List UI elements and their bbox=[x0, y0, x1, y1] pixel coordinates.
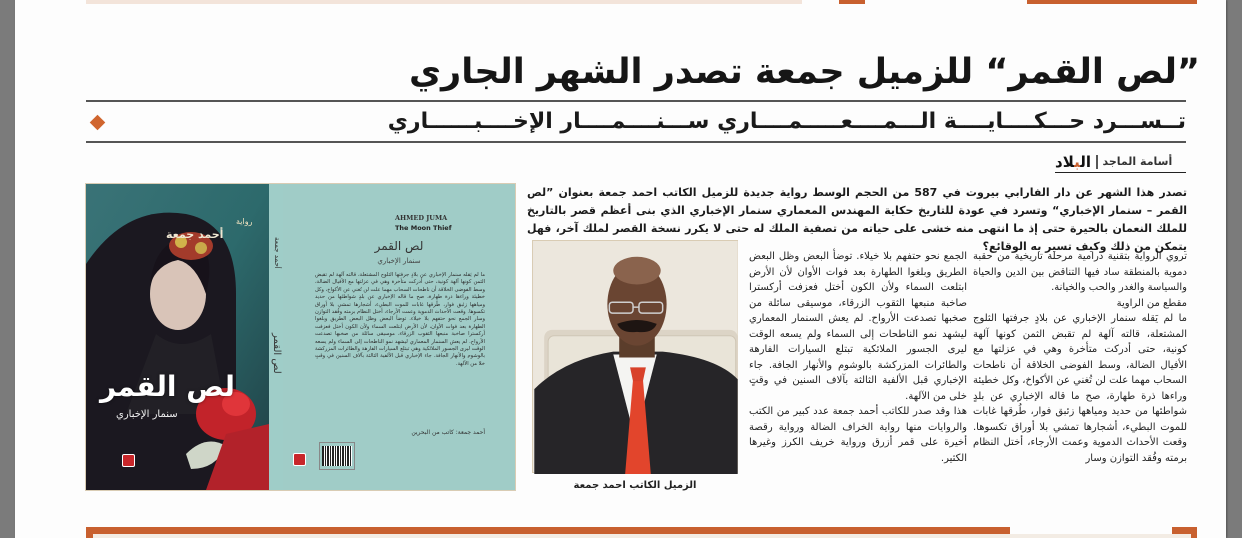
spine-author: أحمد جمعة bbox=[273, 237, 281, 269]
divider bbox=[86, 100, 1186, 102]
book-cover-image bbox=[85, 183, 516, 491]
diamond-bullet-icon bbox=[90, 114, 106, 130]
cover-genre-label: رواية bbox=[236, 217, 253, 226]
publisher-logo-icon bbox=[122, 454, 135, 467]
byline-separator bbox=[1096, 155, 1098, 169]
newspaper-page bbox=[15, 0, 1226, 538]
cover-title-english: The Moon Thief bbox=[395, 224, 452, 232]
paragraph: تروي الرواية بتقنية درامية مرحلة تاريخية من حقبة دموية بالمنطقة ساد فيها التناقض بين الدين والحياة والسياسة والغدر والحب والخيانة. bbox=[973, 251, 1187, 293]
back-cover-title: لص القمر bbox=[374, 239, 424, 253]
section-label: مقطع من الراوية bbox=[1116, 297, 1187, 309]
book-front-cover bbox=[86, 184, 269, 490]
top-accent-bar-wide bbox=[1027, 0, 1197, 4]
subheadline bbox=[86, 104, 1186, 140]
spine-title: لص القمر bbox=[271, 333, 282, 374]
cover-title: لص القمر bbox=[100, 370, 235, 403]
subheadline-text: تــســـرد حـــكــــايــــة الـــمــــعـــــمــــاري ســـنــــمــــار الإخــــبــــــاري bbox=[387, 109, 1186, 134]
top-accent-bar bbox=[839, 0, 865, 4]
barcode-icon bbox=[319, 442, 355, 470]
back-cover-author-bio: أحمد جمعة: كاتب من البحرين bbox=[411, 429, 485, 436]
publication-logo bbox=[1055, 153, 1091, 171]
byline bbox=[1055, 151, 1186, 173]
article-column-1 bbox=[973, 249, 1187, 497]
logo-accent: ب bbox=[1074, 152, 1081, 171]
back-cover-blurb: ما لم يَقله سنمار الإخباري عن بلادٍ جرفتها الثلوج المشتعلة، قالته آلهة لم تقبض الثمن كونها آلهة كونية، حتى أدركت متأخرة وهي في عزلتها مع الأفيال الضالة، وسط الفوضى الخلاقة أن ناطحات السحاب مهما علت لن تُغني عن الأكواخ، وكل خطيئة وراءها ذرة طهارة، صح ما قاله الإخباري عن بلدٍ شواطئها من حديد ومياهها زئبق فوار، طُرقها غابات للموت البطيء، أشجارها تمشي بلا أوراق تكسوها. وقعت الأحداث الدموية وعمت الأرجاء، أختل النظام برمته وفُقد التوازن وسار الجمع نحو حتفهم بلا خيلاء. توضأ البعض وظل البعض الطريق وبلغوا الطهارة بعد فوات الأوان، لأن الأرض ابتلعت السماء ولأن الكون أختل فعزفت أركسترا صاخبة منبعها الثقوب الزرقاء، موسيقى سائلة من صخبها تصدعت الأرواح. لم يعش السنمار المعماري ليشهد نمو الناطحات إلى السماء ولم يسعه الوقت ليرى الجسور الملائكية وهي تبتلع السيارات الفارهة والطائرات المزركشة بالوشوم والأنهار الجافة. جاء الإخباري قبل الألفية الثالثة بآلاف السنين في وقتٍ خلا من الآلهة. bbox=[314, 272, 485, 367]
publisher-logo-icon bbox=[293, 453, 306, 466]
next-article-box bbox=[93, 534, 1191, 538]
author-portrait-illustration bbox=[533, 241, 739, 474]
top-decoration-bar bbox=[86, 0, 802, 4]
photo-caption: الزميل الكاتب احمد جمعة bbox=[573, 480, 697, 491]
logo-part: لاد bbox=[1055, 152, 1075, 171]
book-spine bbox=[269, 184, 283, 490]
cover-subtitle: سنمار الإخباري bbox=[116, 409, 178, 420]
logo-part: ال bbox=[1080, 152, 1091, 171]
article-column-2 bbox=[749, 249, 967, 497]
cover-author: أحمد جمعة bbox=[166, 228, 224, 241]
author-photo bbox=[532, 240, 738, 473]
cover-author-english: AHMED JUMA bbox=[395, 214, 448, 222]
paragraph: هذا وقد صدر للكاتب أحمد جمعة عدد كبير من الكتب والروايات منها رواية الخراف الضالة ورواية رقصة أخيرة على قمر أزرق ورواية خريف الكرز وغيرها الكثير. bbox=[749, 406, 967, 464]
back-cover-subtitle: سنمار الإخباري bbox=[377, 257, 421, 265]
headline: ”لص القمر“ للزميل جمعة تصدر الشهر الجاري bbox=[408, 52, 1200, 92]
article-lead: تصدر هذا الشهر عن دار الفارابي بيروت في 587 من الحجم الوسط رواية جديدة للزميل الكاتب احمد جمعة بعنوان ”لص القمر – سنمار الإخباري“ وتسرد في عودة للتاريخ حكاية المهندس المعماري سنمار الإخباري الذي بنى أعظم قصر بالتاريخ للملك النعمان بالحيرة حتى إذ ما انتهى منه خشى على حياته من تصفية الملك له حتى لا يكرر نسخة القصر لملك آخر، فهل يتمكن من ذلك وكيف تسير به الوقائع؟ bbox=[527, 186, 1188, 253]
book-back-cover bbox=[283, 184, 515, 490]
paragraph: ما لم يَقله سنمار الإخباري عن بلادٍ جرفتها الثلوج المشتعلة، قالته آلهة لم تقبض الثمن كونها آلهة كونية، حتى أدركت متأخرة وهي في عزلتها مع الأفيال الضالة، وسط الفوضى الخلاقة أن ناطحات السحاب مهما علت لن تُغني عن الأكواخ، وكل خطيئة وراءها ذرة طهارة، صح ما قاله الإخباري عن بلدٍ شواطئها من حديد ومياهها زئبق فوار، طُرقها غابات للموت البطيء، أشجارها تمشي بلا أوراق تكسوها. وقعت الأحداث الدموية وعمت الأرجاء، أختل النظام برمته وفُقد التوازن وسار bbox=[973, 313, 1187, 464]
author-name: أسامة الماجد bbox=[1102, 155, 1173, 168]
paragraph: الجمع نحو حتفهم بلا خيلاء. توضأ البعض وظل البعض الطريق وبلغوا الطهارة بعد فوات الأوان لأن الأرض ابتلعت السماء ولأن الكون أختل فعزفت أركسترا صاخبة منبعها الثقوب الزرقاء، موسيقى سائلة من صخبها تصدعت الأرواح. لم يعش السنمار المعماري ليشهد نمو الناطحات إلى السماء ولم يسعه الوقت ليرى الجسور الملائكية تبتلع السيارات الفارهة والطائرات المزركشة بالوشوم والأنهار الجافة. جاء الإخباري قبل الألفية الثالثة بآلاف السنين في وقتٍ خلى من الآلهة. bbox=[749, 251, 967, 402]
divider bbox=[86, 141, 1186, 143]
